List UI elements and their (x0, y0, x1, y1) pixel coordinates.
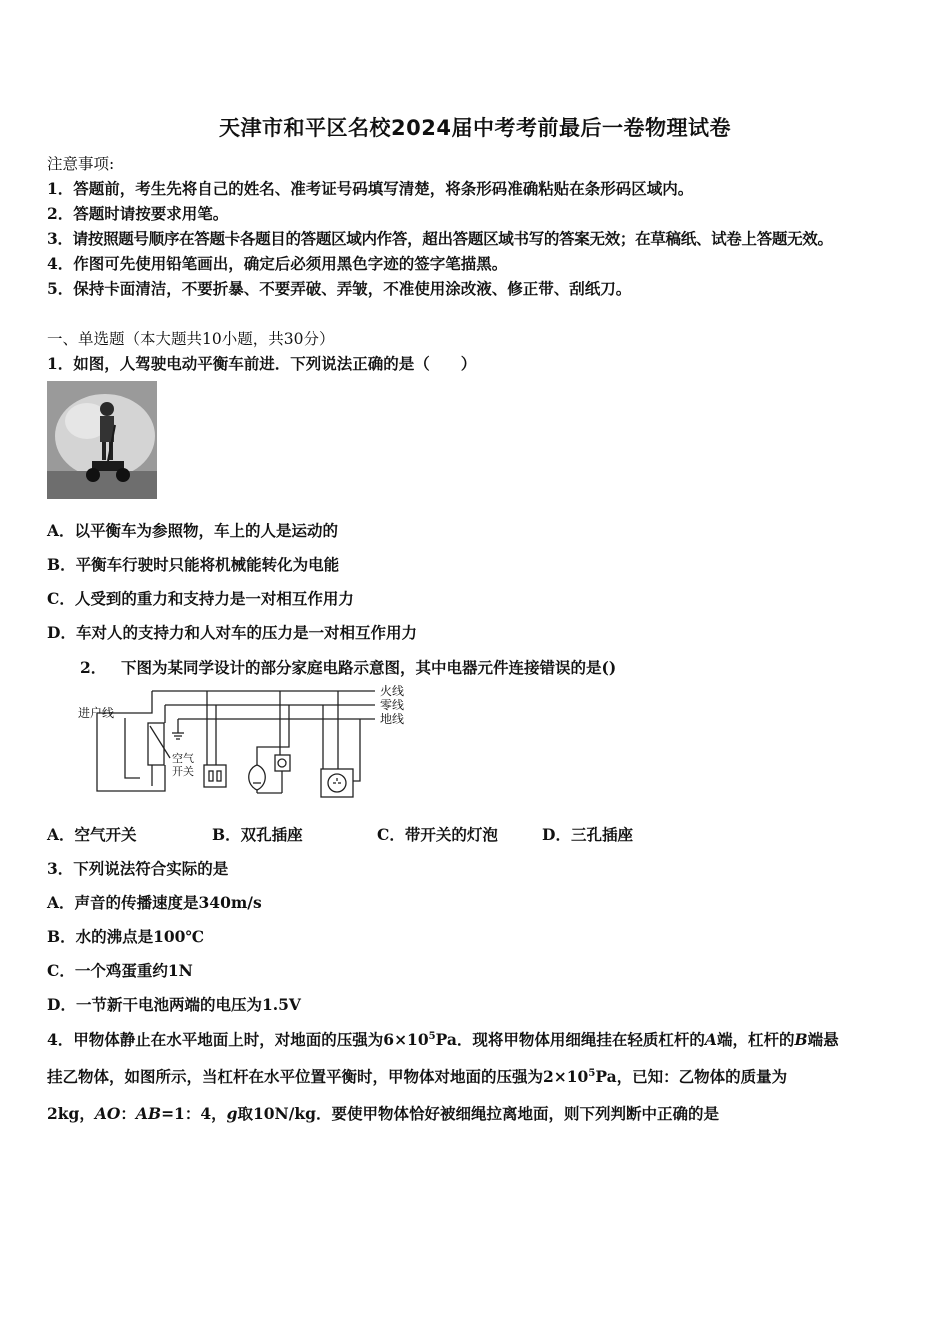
question-1-option-c: C．人受到的重力和支持力是一对相互作用力 (47, 589, 354, 608)
notice-item: 4．作图可先使用铅笔画出，确定后必须用黑色字迹的签字笔描黑。 (47, 254, 508, 273)
question-2-number: 2． (80, 658, 107, 677)
label-neutral-line: 零线 (380, 698, 405, 712)
label-entry-line: 进户线 (78, 706, 115, 720)
question-4-line-3: 2kg，AO：AB=1：4，g取10N/kg．要使甲物体恰好被细绳拉离地面，则下列判断中正确的是 (47, 1104, 719, 1123)
question-2-option-c: C．带开关的灯泡 (377, 825, 498, 844)
notice-heading: 注意事项: (47, 155, 115, 173)
notice-item: 1．答题前，考生先将自己的姓名、准考证号码填写清楚，将条形码准确粘贴在条形码区域内。 (47, 179, 694, 198)
question-4-line-1: 4．甲物体静止在水平地面上时，对地面的压强为$6\times 10^5Pa$．现将甲物体用细绳挂在轻质杠杆的A端，杠杆的B端悬 (47, 1030, 839, 1049)
question-2-option-a: A．空气开关 (47, 825, 137, 844)
question-1-stem: 1．如图，人驾驶电动平衡车前进．下列说法正确的是（ ） (47, 354, 477, 373)
notice-item: 2．答题时请按要求用笔。 (47, 204, 229, 223)
question-3-option-b: B．水的沸点是100℃ (47, 927, 205, 946)
circuit-diagram (70, 683, 420, 803)
question-1-option-d: D．车对人的支持力和人对车的压力是一对相互作用力 (47, 623, 417, 642)
question-2-option-d: D．三孔插座 (542, 825, 633, 844)
notice-item: 3．请按照题号顺序在答题卡各题目的答题区域内作答，超出答题区域书写的答案无效；在草稿纸、试卷上答题无效。 (47, 229, 833, 248)
question-3-option-a: A．声音的传播速度是340m/s (47, 893, 262, 912)
label-air-switch-bottom: 开关 (172, 765, 194, 778)
question-3-option-d: D．一节新干电池两端的电压为1.5V (47, 995, 301, 1014)
question-4-line-2: 挂乙物体，如图所示，当杠杆在水平位置平衡时，甲物体对地面的压强为$2\times 10^5Pa$，已知：乙物体的质量为 (47, 1067, 788, 1086)
label-ground-line: 地线 (380, 712, 405, 726)
balance-scooter-photo (47, 381, 157, 499)
label-fire-line: 火线 (380, 684, 405, 698)
question-2-stem: 下图为某同学设计的部分家庭电路示意图，其中电器元件连接错误的是() (121, 658, 617, 677)
label-air-switch-top: 空气 (172, 752, 194, 765)
page-title: 天津市和平区名校2024届中考考前最后一卷物理试卷 (219, 116, 731, 140)
notice-item: 5．保持卡面清洁，不要折暴、不要弄破、弄皱，不准使用涂改液、修正带、刮纸刀。 (47, 279, 632, 298)
question-3-stem: 3．下列说法符合实际的是 (47, 859, 229, 878)
question-1-option-a: A．以平衡车为参照物，车上的人是运动的 (47, 521, 339, 540)
section-heading: 一、单选题（本大题共10小题，共30分） (47, 330, 335, 348)
question-1-option-b: B．平衡车行驶时只能将机械能转化为电能 (47, 555, 340, 574)
question-2-option-b: B．双孔插座 (212, 825, 303, 844)
question-3-option-c: C．一个鸡蛋重约1N (47, 961, 193, 980)
